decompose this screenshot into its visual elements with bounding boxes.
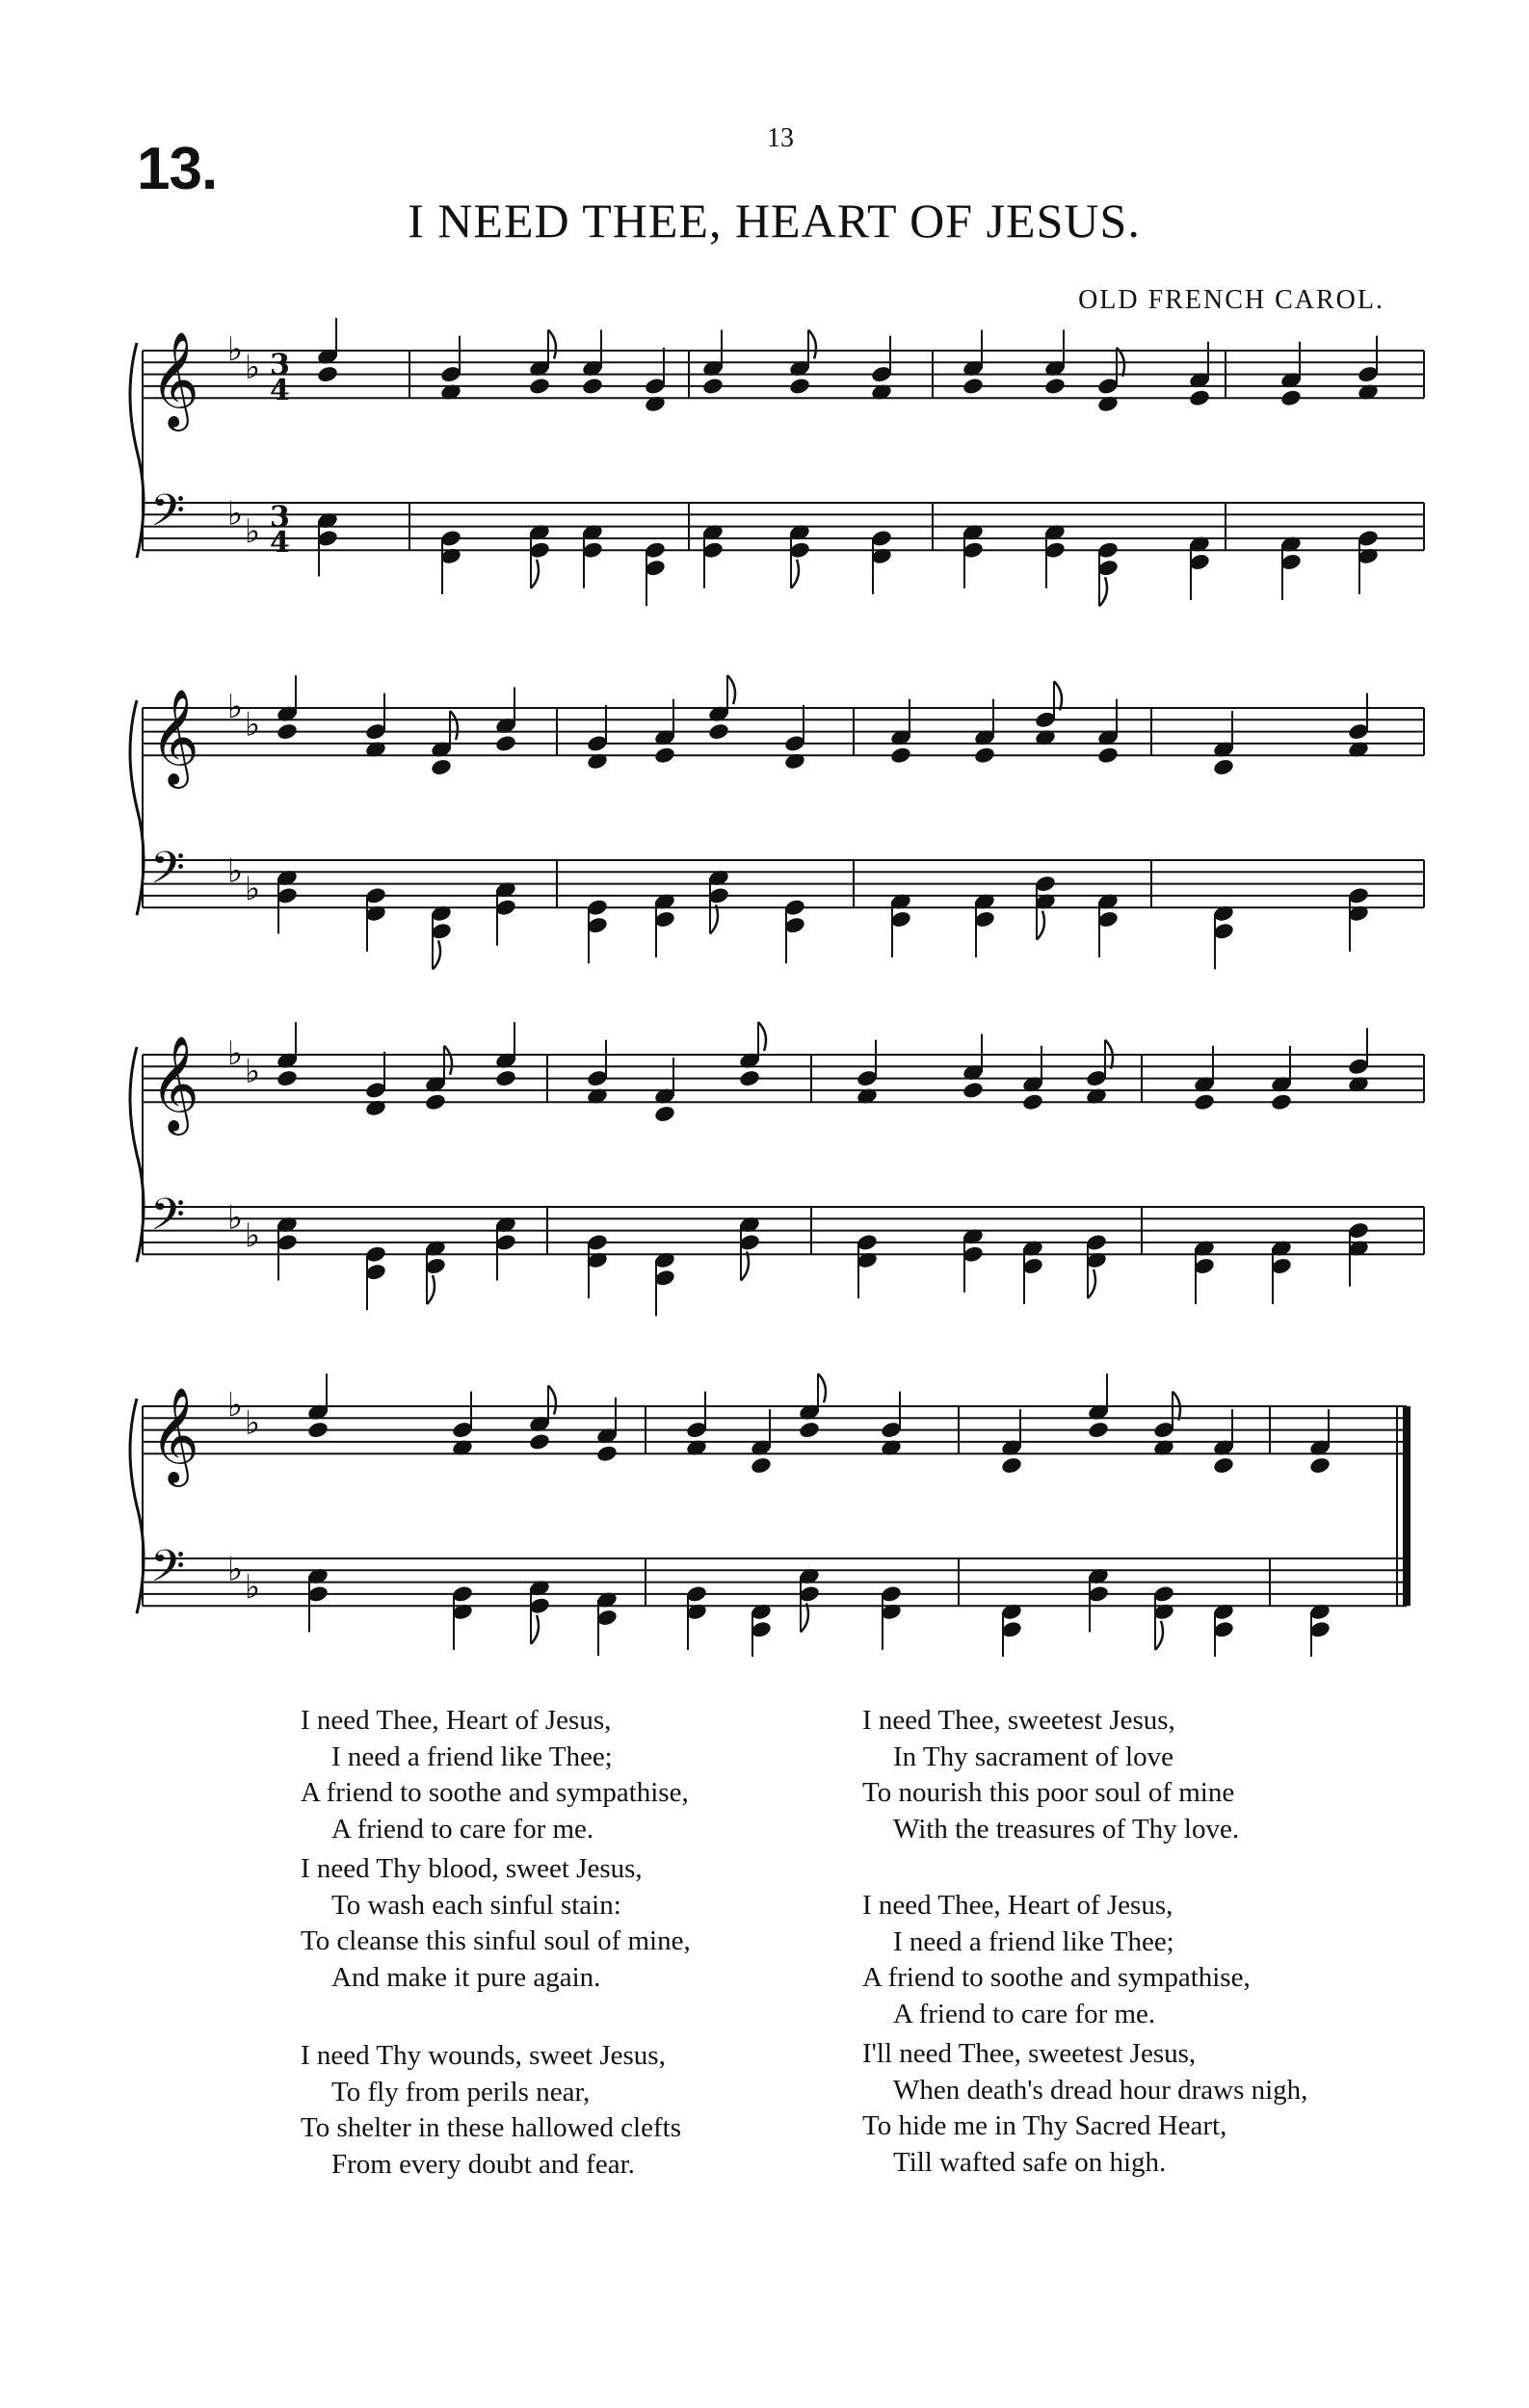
- note-flag: [710, 904, 718, 933]
- note-flag: [727, 675, 735, 704]
- note-flag: [808, 329, 816, 358]
- note-head: [276, 1069, 299, 1088]
- verse-line: And make it pure again.: [331, 1961, 601, 1993]
- verse-line: A friend to care for me.: [893, 1998, 1156, 2029]
- verse-line: When death's dread hour draws nigh,: [893, 2074, 1308, 2106]
- note-head: [1021, 1092, 1044, 1112]
- flat-icon: ♭: [227, 1198, 244, 1238]
- flat-icon: ♭: [245, 869, 261, 908]
- verse-line: To cleanse this sinful soul of mine,: [301, 1925, 691, 1956]
- note-head: [1188, 388, 1211, 407]
- flat-icon: ♭: [227, 330, 244, 369]
- flat-icon: ♭: [227, 494, 244, 534]
- note-head: [1212, 1456, 1235, 1476]
- note-flag: [531, 560, 539, 589]
- note-head: [424, 1092, 447, 1112]
- note-head: [750, 1456, 773, 1476]
- hymn-title: I NEED THEE, HEART OF JESUS.: [408, 194, 1141, 248]
- note-flag: [791, 560, 799, 589]
- stanza: [301, 1703, 840, 1847]
- note-flag: [1037, 911, 1044, 940]
- note-head: [306, 1421, 330, 1440]
- verse-line: I need a friend like Thee;: [331, 1741, 613, 1772]
- flat-icon: ♭: [245, 705, 261, 745]
- treble-clef-icon: 𝄞: [150, 1035, 199, 1133]
- flat-icon: ♭: [227, 1386, 244, 1425]
- flat-icon: ♭: [245, 1567, 261, 1607]
- flat-icon: ♭: [227, 1550, 244, 1589]
- note-flag: [1054, 681, 1062, 710]
- brace-icon: [130, 1399, 144, 1613]
- final-bar-thick: [1403, 1406, 1410, 1606]
- stanza: [862, 2036, 1460, 2181]
- note-head: [528, 377, 551, 396]
- note-flag: [1088, 1269, 1095, 1298]
- note-head: [316, 365, 339, 384]
- verse-line: To fly from perils near,: [331, 2076, 591, 2107]
- note-head: [973, 746, 996, 765]
- verse-line: In Thy sacrament of love: [893, 1741, 1173, 1772]
- note-flag: [427, 1275, 435, 1304]
- note-head: [889, 746, 912, 765]
- note-flag: [433, 940, 440, 969]
- flat-icon: ♭: [245, 348, 261, 387]
- time-signature-numerator: 3: [270, 348, 290, 382]
- verse-line: A friend to soothe and sympathise,: [862, 1962, 1251, 1993]
- brace-icon: [130, 343, 144, 558]
- time-signature-denominator: 4: [270, 374, 290, 408]
- note-head: [707, 722, 730, 742]
- note-head: [494, 1069, 517, 1088]
- flat-icon: ♭: [227, 1034, 244, 1073]
- verse-line: From every doubt and fear.: [331, 2148, 635, 2180]
- note-head: [595, 1444, 619, 1463]
- bass-clef-icon: 𝄢: [150, 1189, 186, 1252]
- verse-line: To wash each sinful stain:: [331, 1889, 621, 1921]
- note-flag: [1099, 577, 1107, 606]
- note-flag: [1155, 1621, 1163, 1650]
- tune-attribution: OLD FRENCH CAROL.: [1078, 285, 1384, 315]
- note-head: [581, 377, 604, 396]
- flat-icon: ♭: [245, 1216, 261, 1255]
- verse-line: A friend to soothe and sympathise,: [301, 1777, 689, 1808]
- time-signature-numerator: 3: [270, 500, 290, 535]
- note-head: [653, 746, 676, 765]
- verses-left-column: [301, 1703, 840, 2183]
- note-flag: [758, 1022, 766, 1051]
- note-head: [738, 1069, 761, 1088]
- score-system: [130, 1374, 1410, 1657]
- flat-icon: ♭: [227, 851, 244, 891]
- score-system: [130, 1022, 1424, 1316]
- flat-icon: ♭: [245, 1052, 261, 1091]
- hymn-number: 13.: [137, 136, 218, 202]
- verse-line: I need Thee, Heart of Jesus,: [862, 1890, 1173, 1921]
- note-head: [701, 377, 725, 396]
- verse-line: A friend to care for me.: [331, 1813, 594, 1845]
- score-system: [130, 318, 1424, 606]
- flat-icon: ♭: [245, 511, 261, 551]
- note-head: [430, 758, 453, 777]
- verse-line: I need a friend like Thee;: [893, 1925, 1174, 1957]
- note-head: [1212, 758, 1235, 777]
- verses-right-column: [862, 1703, 1460, 2181]
- bass-clef-icon: 𝄢: [150, 484, 186, 548]
- note-head: [1000, 1456, 1023, 1476]
- note-head: [962, 377, 985, 396]
- bass-clef-icon: 𝄢: [150, 842, 186, 905]
- note-flag: [531, 1615, 539, 1644]
- stanza: [301, 1851, 840, 1996]
- verse-line: I need Thy blood, sweet Jesus,: [301, 1853, 643, 1884]
- note-flag: [450, 711, 458, 740]
- flat-icon: ♭: [245, 1403, 261, 1443]
- verse-line: I need Thy wounds, sweet Jesus,: [301, 2040, 666, 2071]
- note-head: [1096, 746, 1120, 765]
- verse-line: With the treasures of Thy love.: [893, 1813, 1240, 1845]
- bass-clef-icon: 𝄢: [150, 1540, 186, 1604]
- note-head: [1043, 377, 1067, 396]
- treble-clef-icon: 𝄞: [150, 689, 199, 786]
- brace-icon: [130, 1047, 144, 1262]
- note-head: [1193, 1092, 1216, 1112]
- note-head: [788, 377, 811, 396]
- note-head: [653, 1105, 676, 1124]
- verse-line: To shelter in these hallowed clefts: [301, 2112, 681, 2143]
- brace-icon: [130, 700, 144, 915]
- note-flag: [818, 1374, 826, 1402]
- note-head: [798, 1421, 821, 1440]
- page-number: 13: [767, 123, 794, 153]
- verse-line: To hide me in Thy Sacred Heart,: [862, 2110, 1227, 2141]
- note-flag: [548, 329, 556, 358]
- note-head: [962, 1081, 985, 1100]
- verse-line: Till wafted safe on high.: [893, 2146, 1167, 2178]
- flat-icon: ♭: [227, 688, 244, 726]
- stanza: [301, 2038, 840, 2183]
- note-head: [1270, 1092, 1293, 1112]
- stanza: [862, 1703, 1460, 1847]
- treble-clef-icon: 𝄞: [150, 331, 199, 429]
- note-head: [528, 1432, 551, 1452]
- note-head: [276, 722, 299, 742]
- note-flag: [741, 1251, 749, 1280]
- verse-line: I need Thee, Heart of Jesus,: [301, 1705, 612, 1736]
- verse-line: I'll need Thee, sweetest Jesus,: [862, 2038, 1197, 2069]
- note-flag: [548, 1385, 556, 1414]
- time-signature-denominator: 4: [270, 526, 290, 561]
- note-head: [494, 734, 517, 753]
- score-system: [130, 675, 1424, 969]
- note-head: [1279, 388, 1303, 407]
- note-flag: [801, 1603, 808, 1632]
- note-head: [1087, 1421, 1110, 1440]
- verse-line: To nourish this poor soul of mine: [862, 1777, 1235, 1808]
- verse-line: I need Thee, sweetest Jesus,: [862, 1705, 1175, 1736]
- note-head: [1308, 1456, 1331, 1476]
- treble-clef-icon: 𝄞: [150, 1387, 199, 1484]
- stanza: [862, 1888, 1460, 2032]
- note-flag: [444, 1046, 452, 1075]
